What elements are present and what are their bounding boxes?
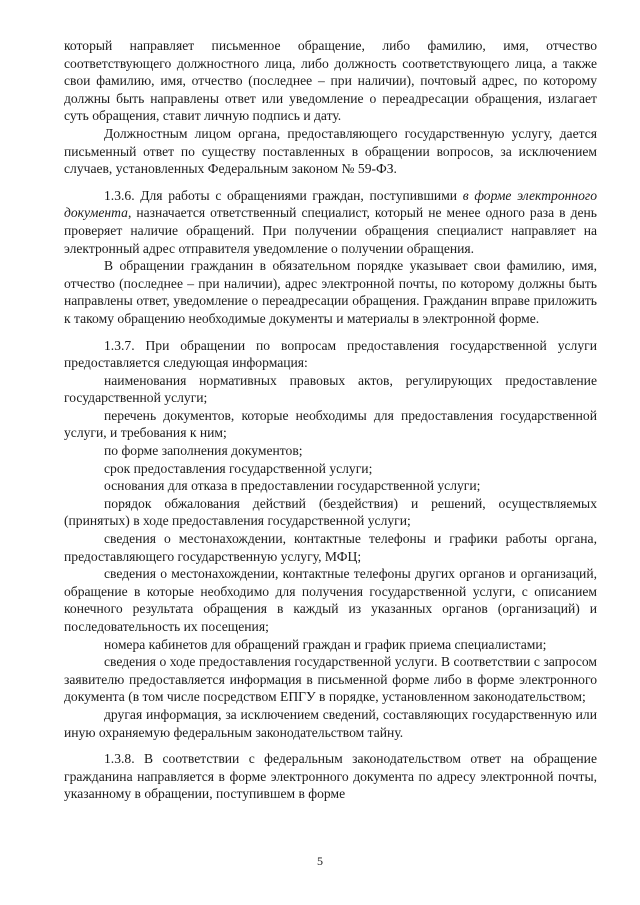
paragraph-1-3-6: [64, 187, 597, 257]
list-item-appeal-procedure: порядок обжалования действий (бездействия) и решений, осуществляемых (принятых) в ходе предоставления государственной услуги;: [64, 495, 597, 529]
list-item-service-progress: сведения о ходе предоставления государственной услуги. В соответствии с запросом заявителю предоставляется информация в письменной форме либо в форме электронного документа (в том числе посредством ЕПГУ в порядке, установленном законодательством;: [64, 654, 597, 705]
paragraph-1-3-6-end: , назначается ответственный специалист, который не менее одного раза в день проверяет наличие обращений. При получении обращения специалист направляет на электронный адрес отправителя уведомление о получении обращения.: [64, 205, 597, 256]
paragraph-1-3-8: 1.3.8. В соответствии с федеральным законодательством ответ на обращение гражданина направляется в форме электронного документа по адресу электронной почты, указанному в обращении, поступившем в форме: [64, 751, 597, 802]
list-item-deadline: срок предоставления государственной услуги;: [104, 460, 373, 476]
page-number: 5: [317, 854, 323, 868]
list-item-legal-acts: наименования нормативных правовых актов, регулирующих предоставление государственной услуги;: [64, 372, 597, 406]
list-item-other-information: другая информация, за исключением сведений, составляющих государственную или иную охраняемую федеральным законодательством тайну.: [64, 706, 597, 740]
list-item-other-organizations: сведения о местонахождении, контактные телефоны других органов и организаций, обращение в которые необходимо для получения государственной услуги, с описанием конечного результата обращения в каждый из указанных органов (организаций) и последовательность их посещения;: [64, 566, 597, 634]
list-item-documents: перечень документов, которые необходимы для предоставления государственной услуги, и требования к ним;: [64, 407, 597, 441]
list-item-office-numbers: номера кабинетов для обращений граждан и график приема специалистами;: [104, 636, 547, 652]
paragraph-1-3-6-start: 1.3.6. Для работы с обращениями граждан, поступившими: [104, 187, 463, 203]
list-item-form-filling: по форме заполнения документов;: [104, 443, 303, 459]
paragraph-electronic-appeal: В обращении гражданин в обязательном порядке указывает свои фамилию, имя, отчество (последнее – при наличии), адрес электронной почты, по которому должны быть направлены ответ, уведомление о переадресации обращения. Гражданин вправе приложить к такому обращению необходимые документы и материалы в электронной форме.: [64, 258, 597, 326]
list-item-refusal-grounds: основания для отказа в предоставлении государственной услуги;: [104, 478, 481, 494]
document-page: [64, 37, 597, 803]
paragraph-written-response: Должностным лицом органа, предоставляющего государственную услугу, дается письменный ответ по существу поставленных в обращении вопросов, за исключением случаев, установленных Федеральным законом № 59-ФЗ.: [64, 125, 597, 177]
paragraph-signature-requirements: который направляет письменное обращение, либо фамилию, имя, отчество соответствующего должностного лица, либо должность соответствующего лица, а также свои фамилию, имя, отчество (последнее – при наличии), почтовый адрес, по которому должны быть направлены ответ или уведомление о переадресации обращения, излагает суть обращения, ставит личную подпись и дату.: [64, 38, 597, 124]
paragraph-1-3-7: 1.3.7. При обращении по вопросам предоставления государственной услуги предоставляется следующая информация:: [64, 337, 597, 371]
paragraph-1-3-6-emphasis: в форме электронного документа: [64, 187, 598, 221]
list-item-contacts-mfc: сведения о местонахождении, контактные телефоны и графики работы органа, предоставляющего государственную услугу, МФЦ;: [64, 531, 597, 564]
